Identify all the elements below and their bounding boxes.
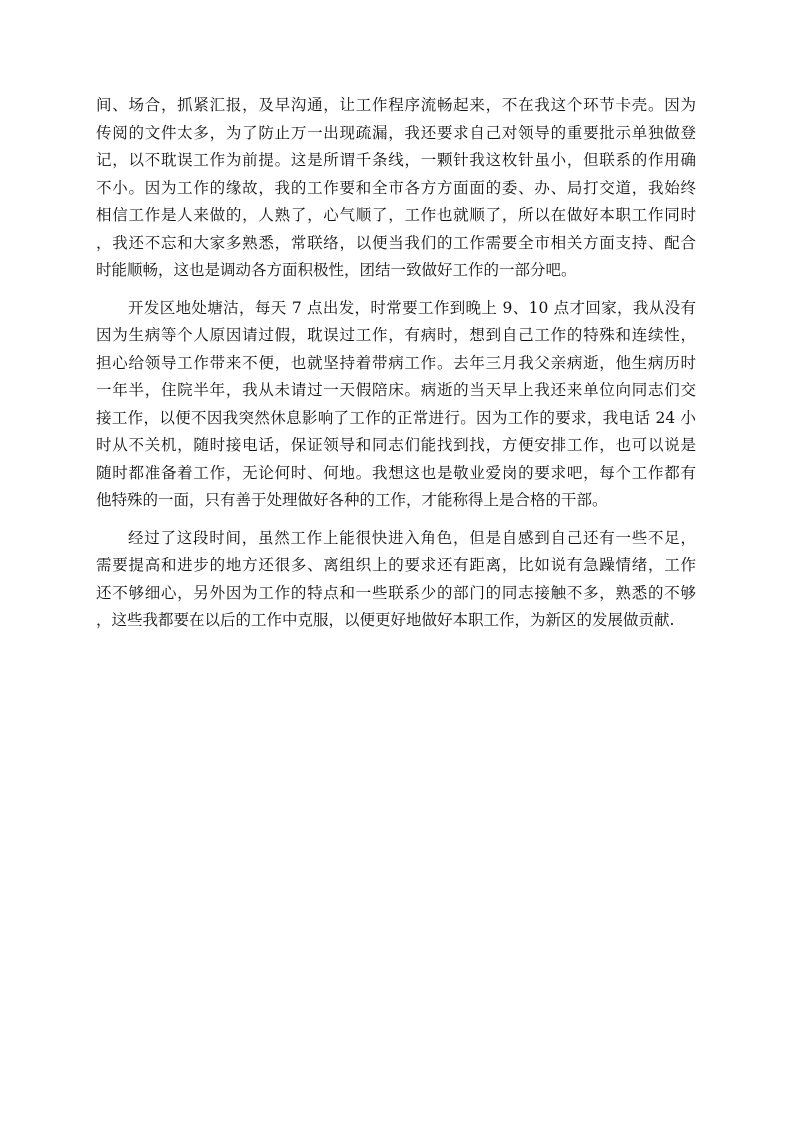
text-line: 开发区地处塘沽，每天 7 点出发，时常要工作到晚上 9、10 点才回家，我从没有	[128, 298, 696, 317]
text-line: 他特殊的一面，只有善于处理做好各种的工作，才能称得上是合格的干部。	[96, 491, 608, 509]
text-line: 传阅的文件太多，为了防止万一出现疏漏，我还要求自己对领导的重要批示单独做登	[96, 123, 696, 142]
text-line: 不小。因为工作的缘故，我的工作要和全市各方方面面的委、办、局打交道，我始终	[96, 178, 696, 197]
document-body	[96, 92, 696, 645]
text-line: 还不够细心，另外因为工作的特点和一些联系少的部门的同志接触不多，熟悉的不够	[96, 583, 696, 602]
paragraph-1	[96, 92, 696, 285]
text-line: 一年半，住院半年，我从未请过一天假陪床。病逝的当天早上我还来单位向同志们交	[96, 381, 696, 399]
text-line: 接工作，以便不因我突然休息影响了工作的正常进行。因为工作的要求，我电话 24 小	[96, 408, 696, 427]
text-line: 需要提高和进步的地方还很多、离组织上的要求还有距离，比如说有急躁情绪，工作	[96, 556, 696, 574]
text-line: 因为生病等个人原因请过假，耽误过工作，有病时，想到自己工作的特殊和连续性，	[96, 326, 696, 344]
text-line: ，这些我都要在以后的工作中克服，以便更好地做好本职工作，为新区的发展做贡献.	[96, 611, 675, 629]
text-line: 间、场合，抓紧汇报，及早沟通，让工作程序流畅起来，不在我这个环节卡壳。因为	[96, 96, 696, 114]
text-line: 时能顺畅，这也是调动各方面积极性，团结一致做好工作的一部分吧。	[96, 261, 577, 279]
text-line: 随时都准备着工作，无论何时、何地。我想这也是敬业爱岗的要求吧，每个工作都有	[96, 463, 696, 482]
paragraph-3	[96, 525, 696, 635]
text-line: 担心给领导工作带来不便，也就坚持着带病工作。去年三月我父亲病逝，他生病历时	[96, 353, 696, 372]
text-line: 时从不关机，随时接电话，保证领导和同志们能找到找，方便安排工作，也可以说是	[96, 436, 696, 454]
paragraph-2	[96, 295, 696, 515]
text-line: ，我还不忘和大家多熟悉，常联络，以便当我们的工作需要全市相关方面支持、配合	[96, 233, 696, 252]
text-line: 相信工作是人来做的，人熟了，心气顺了，工作也就顺了，所以在做好本职工作同时	[96, 206, 696, 224]
text-line: 经过了这段时间，虽然工作上能很快进入角色，但是自感到自己还有一些不足，	[128, 528, 696, 547]
text-line: 记，以不耽误工作为前提。这是所谓千条线，一颗针我这枚针虽小，但联系的作用确	[96, 151, 696, 169]
